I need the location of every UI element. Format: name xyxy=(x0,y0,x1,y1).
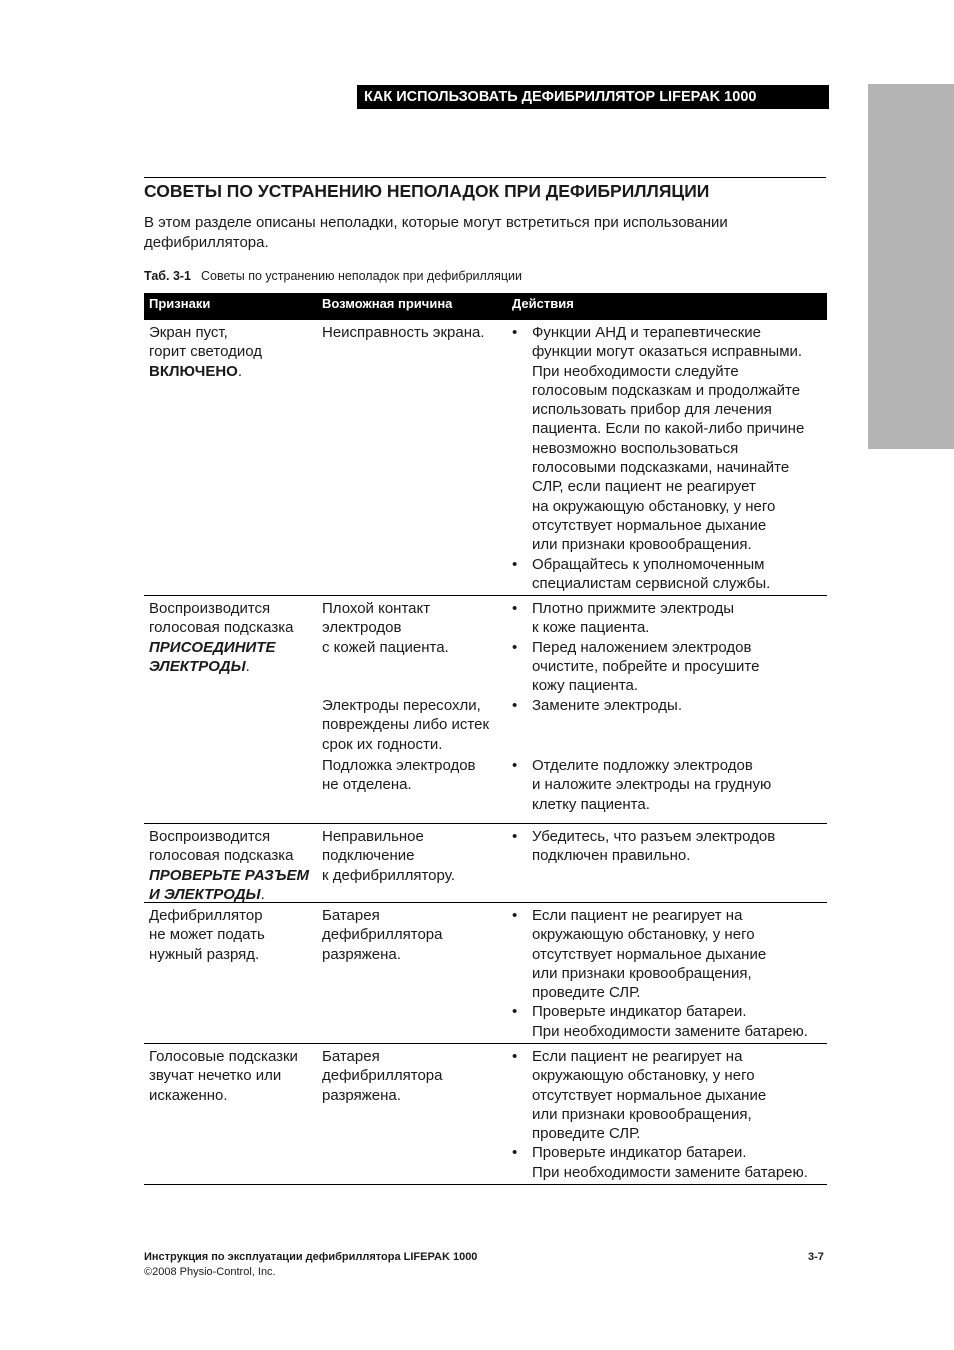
action-line: проведите СЛР. xyxy=(532,984,641,1002)
action-item xyxy=(512,906,827,1002)
chapter-header: КАК ИСПОЛЬЗОВАТЬ ДЕФИБРИЛЛЯТОР LIFEPAK 1000 xyxy=(357,85,829,109)
cause-line: Неправильное xyxy=(322,828,424,845)
symptom-line: Дефибриллятор xyxy=(149,907,263,924)
action-line: При необходимости замените батарею. xyxy=(532,1163,808,1181)
cause-line: Неисправность экрана. xyxy=(322,324,485,341)
column-header-symptoms: Признаки xyxy=(149,296,211,311)
action-item xyxy=(512,696,827,715)
cause-cell xyxy=(317,903,507,1043)
action-cell xyxy=(507,1044,827,1184)
cause-block xyxy=(322,599,507,696)
action-line: окружающую обстановку, у него xyxy=(532,1067,755,1085)
voice-prompt-text: ПРИСОЕДИНИТЕ xyxy=(149,638,276,656)
cause-line: к дефибриллятору. xyxy=(322,866,455,884)
action-item xyxy=(512,1047,827,1143)
action-line: • Обращайтесь к уполномоченным xyxy=(532,555,765,573)
symptom-cell xyxy=(144,596,317,823)
action-cell xyxy=(507,320,827,595)
symptom-line: горит светодиод xyxy=(149,343,262,361)
action-line: пациента. Если по какой-либо причине xyxy=(532,420,805,438)
action-list xyxy=(512,323,827,593)
symptom-line: ВКЛЮЧЕНО. xyxy=(149,362,242,380)
troubleshooting-table xyxy=(144,293,827,1185)
cause-block xyxy=(322,696,507,756)
symptom-line: ЭЛЕКТРОДЫ. xyxy=(149,657,250,675)
cause-line: повреждены либо истек xyxy=(322,716,490,734)
cause-line: Батарея xyxy=(322,907,380,924)
column-header-causes: Возможная причина xyxy=(322,296,453,311)
action-line: • Проверьте индикатор батареи. xyxy=(532,1144,747,1162)
symptom-line: искаженно. xyxy=(149,1086,228,1104)
table-body xyxy=(144,320,827,1185)
symptom-emphasis: ВКЛЮЧЕНО xyxy=(149,362,238,380)
action-line: При необходимости следуйте xyxy=(532,362,739,380)
action-line: клетку пациента. xyxy=(532,795,650,813)
action-line: или признаки кровообращения, xyxy=(532,964,752,982)
cause-line: Подложка электродов xyxy=(322,757,476,774)
cause-line: Электроды пересохли, xyxy=(322,697,481,714)
action-line: отсутствует нормальное дыхание xyxy=(532,945,767,963)
table-header-row xyxy=(144,293,827,320)
action-list xyxy=(512,1047,827,1182)
table-row xyxy=(144,824,827,903)
cause-line: дефибриллятора xyxy=(322,1067,443,1085)
chapter-tab-marker xyxy=(868,84,954,449)
cause-block xyxy=(322,323,507,342)
symptom-line: не может подать xyxy=(149,926,265,944)
cause-line: электродов xyxy=(322,619,402,637)
footer-copyright: ©2008 Physio-Control, Inc. xyxy=(144,1266,276,1278)
action-item xyxy=(512,599,827,638)
action-line: или признаки кровообращения. xyxy=(532,536,752,554)
action-item xyxy=(512,1002,827,1041)
cause-line: Батарея xyxy=(322,1048,380,1065)
action-line: и наложите электроды на грудную xyxy=(532,776,772,794)
symptom-line xyxy=(149,866,317,885)
action-line: • Отделите подложку электродов xyxy=(532,757,753,774)
section-title: СОВЕТЫ ПО УСТРАНЕНИЮ НЕПОЛАДОК ПРИ ДЕФИБРИЛЛЯЦИИ xyxy=(144,177,826,202)
intro-line: В этом разделе описаны неполадки, которые могут встретиться при использовании xyxy=(144,214,728,231)
action-line: • Функции АНД и терапевтические xyxy=(532,324,761,341)
symptom-line: Воспроизводится xyxy=(149,828,271,845)
cause-cell xyxy=(317,320,507,595)
action-list xyxy=(512,696,827,756)
action-line: функции могут оказаться исправными. xyxy=(532,343,803,361)
action-line: отсутствует нормальное дыхание xyxy=(532,516,767,534)
action-cell xyxy=(507,903,827,1043)
intro-line: дефибриллятора. xyxy=(144,234,269,251)
symptom-line: звучат нечетко или xyxy=(149,1067,282,1085)
cause-line: дефибриллятора xyxy=(322,926,443,944)
symptom-line: голосовая подсказка xyxy=(149,619,294,637)
action-line: отсутствует нормальное дыхание xyxy=(532,1086,767,1104)
action-list xyxy=(512,906,827,1041)
action-line: невозможно воспользоваться xyxy=(532,439,739,457)
footer-manual-title: Инструкция по эксплуатации дефибриллятора LIFEPAK 1000 xyxy=(144,1251,478,1263)
table-caption-text: Советы по устранению неполадок при дефибрилляции xyxy=(201,269,522,283)
cause-line: не отделена. xyxy=(322,776,412,794)
action-line: очистите, побрейте и просушите xyxy=(532,657,760,675)
voice-prompt-text: И ЭЛЕКТРОДЫ xyxy=(149,885,261,903)
symptom-line: Экран пуст, xyxy=(149,324,228,341)
action-list xyxy=(512,756,827,822)
action-line: • Замените электроды. xyxy=(532,697,683,714)
table-row xyxy=(144,320,827,596)
table-caption xyxy=(144,268,522,285)
symptom-line: нужный разряд. xyxy=(149,945,260,963)
cause-cell xyxy=(317,824,507,902)
cause-line: срок их годности. xyxy=(322,735,443,753)
cause-line: Плохой контакт xyxy=(322,600,431,617)
symptom-cell xyxy=(144,320,317,595)
table-row xyxy=(144,903,827,1044)
action-line: подключен правильно. xyxy=(532,847,691,865)
action-line: • Если пациент не реагирует на xyxy=(532,907,743,924)
action-item xyxy=(512,1143,827,1182)
voice-prompt-text: ПРОВЕРЬТЕ РАЗЪЕМ xyxy=(149,866,310,884)
action-line: окружающую обстановку, у него xyxy=(532,926,755,944)
action-item xyxy=(512,638,827,696)
symptom-line: Воспроизводится xyxy=(149,600,271,617)
action-line: • Убедитесь, что разъем электродов xyxy=(532,828,776,845)
action-item xyxy=(512,756,827,814)
table-number: Таб. 3-1 xyxy=(144,269,192,283)
action-line: • Перед наложением электродов xyxy=(532,638,752,656)
symptom-cell xyxy=(144,1044,317,1184)
cause-line: с кожей пациента. xyxy=(322,638,449,656)
voice-prompt-text: ЭЛЕКТРОДЫ xyxy=(149,657,246,675)
action-line: • Если пациент не реагирует на xyxy=(532,1048,743,1065)
symptom-line: голосовая подсказка xyxy=(149,847,294,865)
action-item xyxy=(512,555,827,594)
action-line: СЛР, если пациент не реагирует xyxy=(532,478,756,496)
cause-block xyxy=(322,827,507,885)
cause-line: разряжена. xyxy=(322,945,401,963)
action-line: При необходимости замените батарею. xyxy=(532,1022,808,1040)
cause-block xyxy=(322,906,507,964)
symptom-line xyxy=(149,638,317,657)
action-line: кожу пациента. xyxy=(532,677,639,695)
action-line: к коже пациента. xyxy=(532,619,650,637)
action-line: голосовым подсказкам и продолжайте xyxy=(532,381,801,399)
action-line: специалистам сервисной службы. xyxy=(532,574,771,592)
action-item xyxy=(512,827,827,866)
cause-line: подключение xyxy=(322,847,415,865)
action-line: голосовыми подсказками, начинайте xyxy=(532,459,790,477)
page-number: 3-7 xyxy=(808,1251,824,1263)
intro-paragraph xyxy=(144,213,826,253)
cause-line: разряжена. xyxy=(322,1086,401,1104)
cause-cell xyxy=(317,596,507,823)
action-cell xyxy=(507,596,827,823)
footer-left xyxy=(144,1250,477,1280)
action-list xyxy=(512,599,827,696)
action-line: проведите СЛР. xyxy=(532,1125,641,1143)
action-item xyxy=(512,323,827,555)
action-list xyxy=(512,827,827,866)
action-line: • Проверьте индикатор батареи. xyxy=(532,1003,747,1021)
symptom-cell xyxy=(144,903,317,1043)
table-row xyxy=(144,1044,827,1185)
column-header-actions: Действия xyxy=(512,296,574,311)
symptom-cell xyxy=(144,824,317,902)
action-line: • Плотно прижмите электроды xyxy=(532,600,735,617)
cause-cell xyxy=(317,1044,507,1184)
action-line: или признаки кровообращения, xyxy=(532,1105,752,1123)
action-line: использовать прибор для лечения xyxy=(532,401,772,419)
cause-block xyxy=(322,756,507,822)
symptom-line: И ЭЛЕКТРОДЫ. xyxy=(149,885,265,903)
symptom-line: Голосовые подсказки xyxy=(149,1048,298,1065)
action-cell xyxy=(507,824,827,902)
cause-block xyxy=(322,1047,507,1105)
table-row xyxy=(144,596,827,824)
action-line: на окружающую обстановку, у него xyxy=(532,497,776,515)
